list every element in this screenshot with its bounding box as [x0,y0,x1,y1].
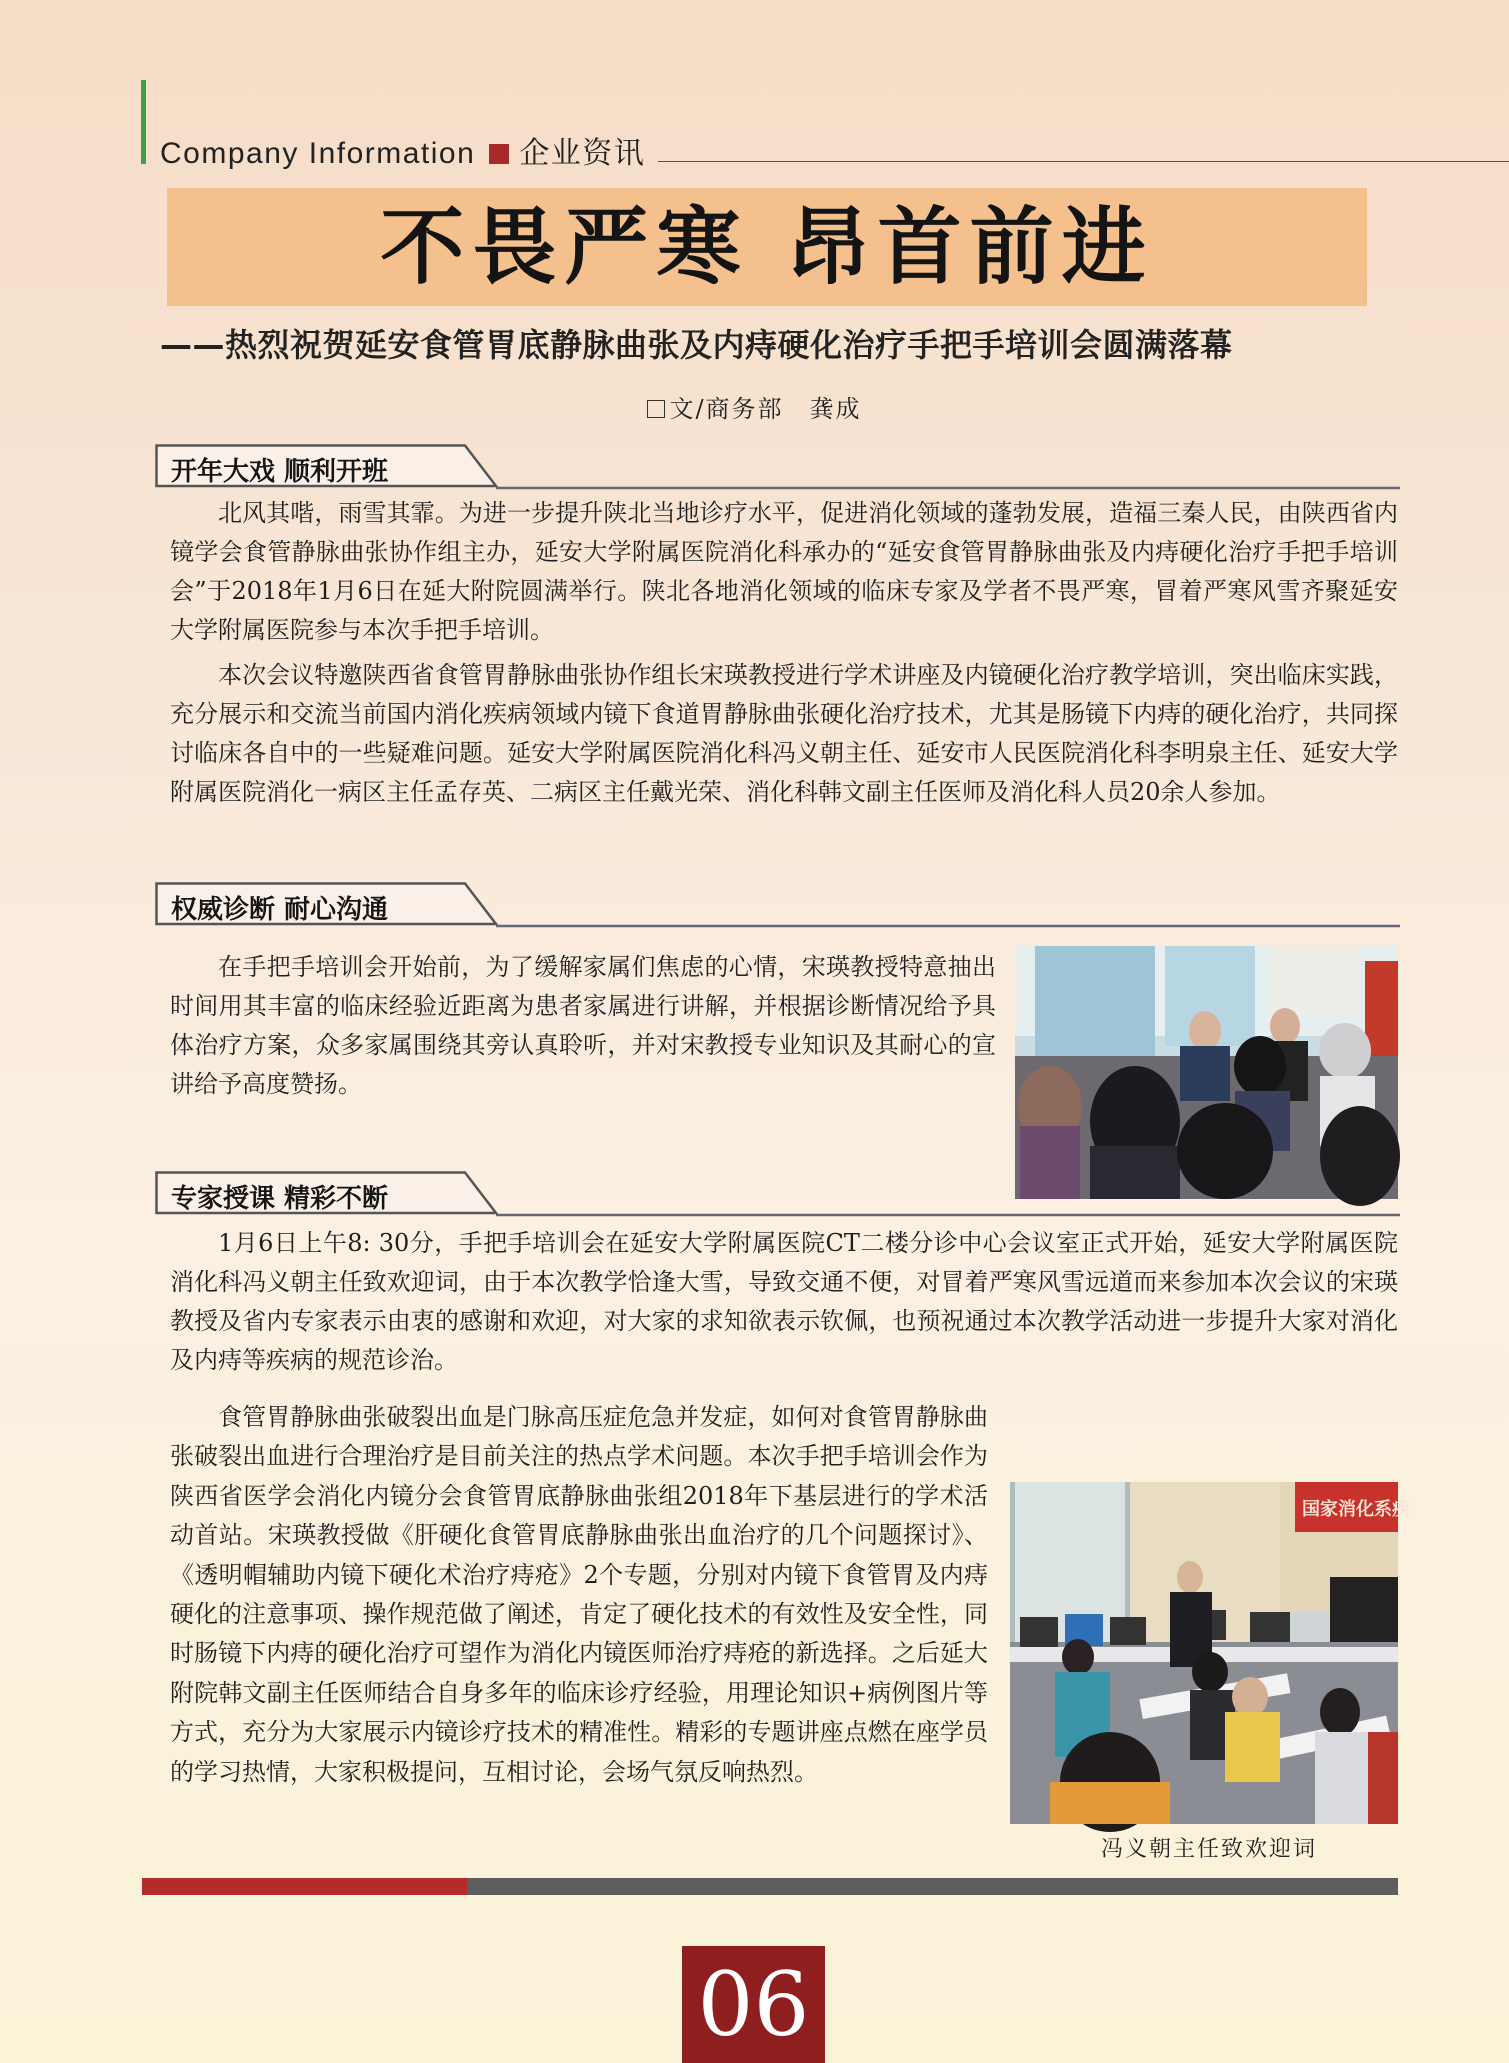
section-1-body [170,494,1398,812]
photo-lecture [1010,1482,1410,1824]
photo-caption: 冯义朝主任致欢迎词 [1100,1837,1317,1862]
section-heading-2-label: 权威诊断 耐心沟通 [171,895,389,925]
page-number: 06 [682,1946,825,2063]
header-accent-bar [141,80,146,164]
section-header [160,128,645,172]
photo-consultation [1015,946,1398,1199]
section-heading-1-label: 开年大戏 顺利开班 [171,457,389,487]
page-title: 不畏严寒 昂首前进 [380,198,1154,296]
footer-bar-red [142,1878,467,1895]
paragraph: 北风其喈，雨雪其霏。为进一步提升陕北当地诊疗水平，促进消化领域的蓬勃发展，造福三秦人民，由陕西省内镜学会食管静脉曲张协作组主办，延安大学附属医院消化科承办的“延安食管胃静脉曲张及内痔硬化治疗手把手培训会”于2018年1月6日在延大附院圆满举行。陕北各地消化领域的临床专家及学者不畏严寒，冒着严寒风雪齐聚延安大学附属医院参与本次手把手培训。 [170,499,1398,644]
header-rule [658,161,1509,162]
section-2-body [170,948,996,1104]
lecture-photo-illustration [1010,1482,1410,1824]
section-3-body-bottom [170,1398,988,1792]
paragraph: 本次会议特邀陕西省食管胃静脉曲张协作组长宋瑛教授进行学术讲座及内镜硬化治疗教学培训，突出临床实践，充分展示和交流当前国内消化疾病领域内镜下食道胃静脉曲张硬化治疗技术，尤其是肠镜下内痔的硬化治疗，共同探讨临床各自中的一些疑难问题。延安大学附属医院消化科冯义朝主任、延安市人民医院消化科李明泉主任、延安大学附属医院消化一病区主任孟存英、二病区主任戴光荣、消化科韩文副主任医师及消化科人员20余人参加。 [170,661,1398,806]
consultation-photo-illustration [1015,946,1398,1199]
footer-bar-gray [467,1878,1398,1895]
photo-banner-text: 国家消化系疾 [1302,1499,1410,1520]
paragraph: 1月6日上午8: 30分，手把手培训会在延安大学附属医院CT二楼分诊中心会议室正式开始，延安大学附属医院消化科冯义朝主任致欢迎词，由于本次教学恰逢大雪，导致交通不便，对冒着严寒风雪远道而来参加本次会议的宋瑛教授及省内专家表示由衷的感谢和欢迎，对大家的求知欲表示钦佩，也预祝通过本次教学活动进一步提升大家对消化及内痔等疾病的规范诊治。 [170,1229,1398,1374]
byline-text: 文/商务部 龚成 [669,395,862,423]
header-chinese: 企业资讯 [519,137,646,170]
byline [0,389,1509,424]
section-heading-3-label: 专家授课 精彩不断 [171,1184,389,1214]
paragraph: 在手把手培训会开始前，为了缓解家属们焦虑的心情，宋瑛教授特意抽出时间用其丰富的临床经验近距离为患者家属进行讲解，并根据诊断情况给予具体治疗方案，众多家属围绕其旁认真聆听，并对宋教授专业知识及其耐心的宣讲给予高度赞扬。 [170,953,996,1098]
paragraph: 食管胃静脉曲张破裂出血是门脉高压症危急并发症，如何对食管胃静脉曲张破裂出血进行合理治疗是目前关注的热点学术问题。本次手把手培训会作为陕西省医学会消化内镜分会食管胃底静脉曲张组2018年下基层进行的学术活动首站。宋瑛教授做《肝硬化食管胃底静脉曲张出血治疗的几个问题探讨》、《透明帽辅助内镜下硬化术治疗痔疮》2个专题，分别对内镜下食管胃及内痔硬化的注意事项、操作规范做了阐述，肯定了硬化技术的有效性及安全性，同时肠镜下内痔的硬化治疗可望作为消化内镜医师治疗痔疮的新选择。之后延大附院韩文副主任医师结合自身多年的临床诊疗经验，用理论知识+病例图片等方式，充分为大家展示内镜诊疗技术的精准性。精彩的专题讲座点燃在座学员的学习热情，大家积极提问，互相讨论，会场气氛反响热烈。 [170,1403,988,1786]
page-subtitle: ——热烈祝贺延安食管胃底静脉曲张及内痔硬化治疗手把手培训会圆满落幕 [160,326,1233,364]
header-english: Company Information [160,137,476,170]
square-bullet-icon [489,144,509,164]
checkbox-square-icon [647,400,665,418]
section-3-body-top [170,1224,1398,1380]
section-heading-1 [155,444,398,490]
